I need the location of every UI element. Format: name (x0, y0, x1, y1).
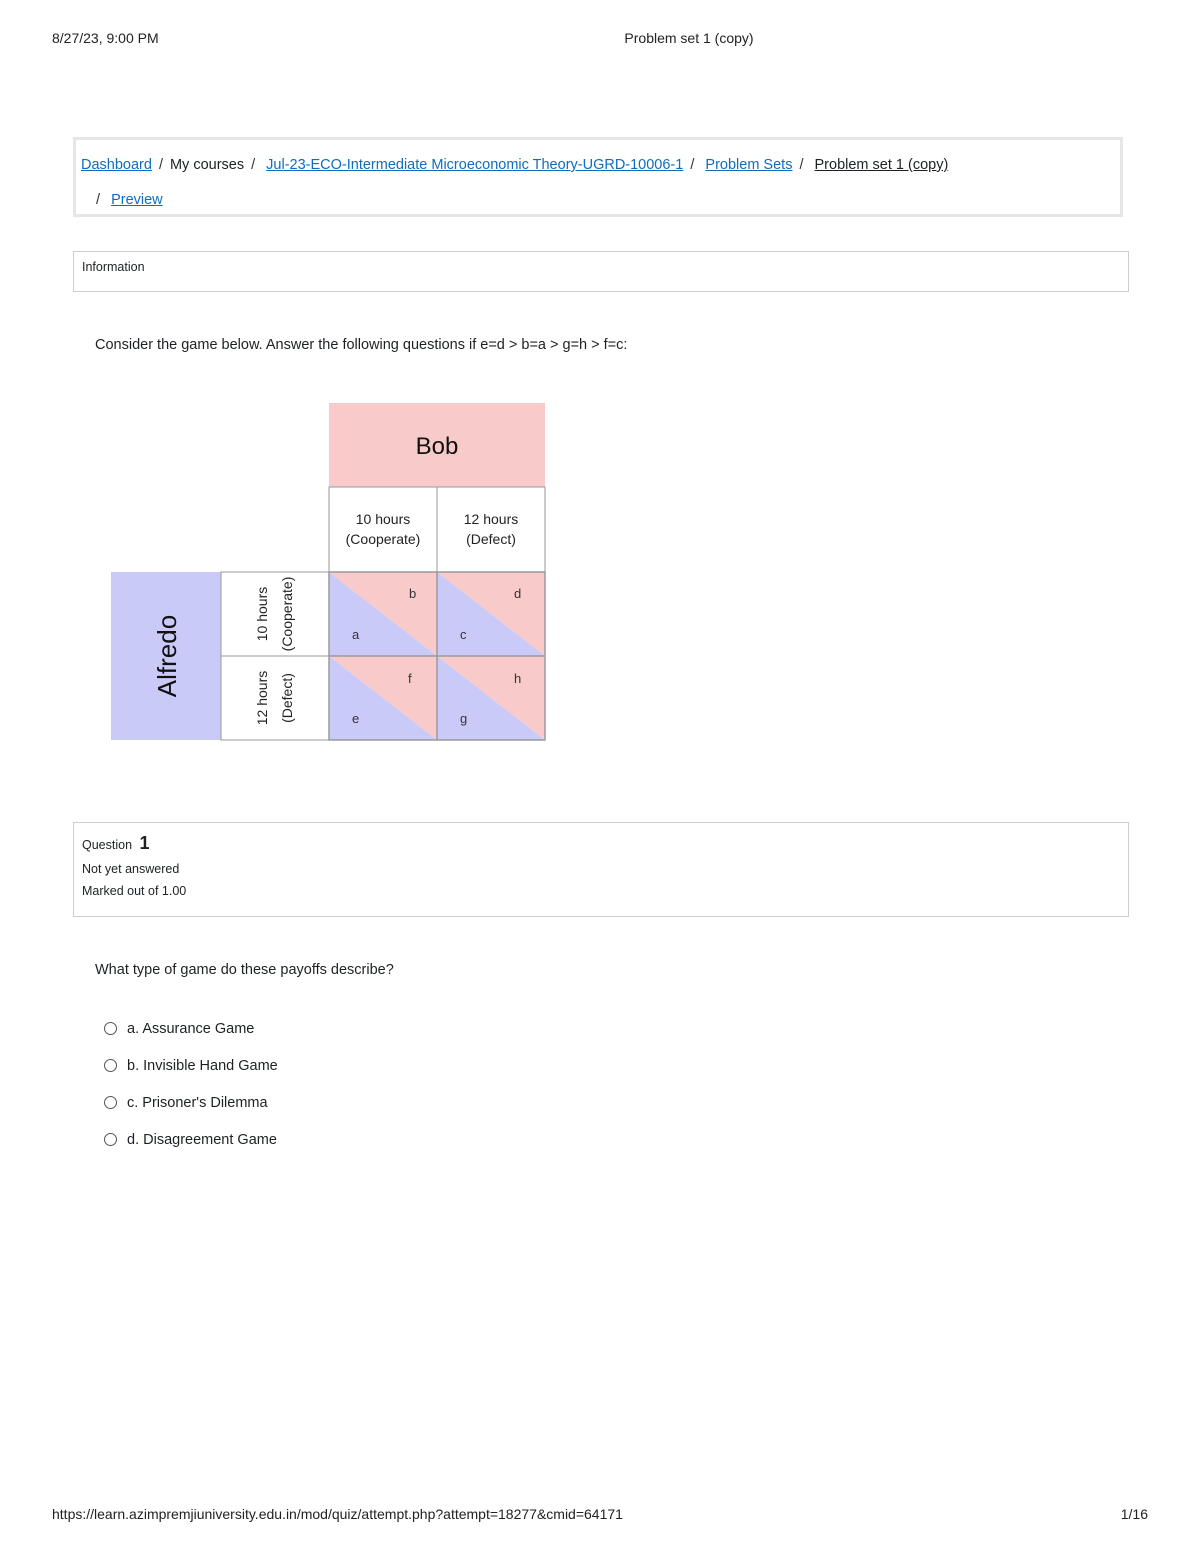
row-strategy-1-line2: (Cooperate) (279, 576, 295, 652)
option-a-label: a. Assurance Game (127, 1020, 255, 1037)
breadcrumb (73, 137, 1123, 217)
option-b[interactable] (104, 1047, 278, 1084)
print-datetime: 8/27/23, 9:00 PM (52, 30, 159, 46)
option-d-label: d. Disagreement Game (127, 1131, 277, 1148)
breadcrumb-my-courses: My courses (169, 157, 245, 173)
breadcrumb-dashboard[interactable]: Dashboard (81, 157, 152, 173)
question-info (73, 822, 1129, 917)
radio-button-c[interactable] (104, 1096, 117, 1109)
breadcrumb-course[interactable]: Jul-23-ECO-Intermediate Microeconomic Theory-UGRD-10006-1 (266, 157, 684, 173)
question-label: Question (82, 838, 133, 852)
column-strategy-cell-2 (437, 487, 545, 572)
column-player-name: Bob (415, 433, 459, 460)
information-label: Information (82, 260, 145, 274)
radio-button-a[interactable] (104, 1022, 117, 1035)
information-header (73, 251, 1129, 292)
question-status: Not yet answered (82, 862, 180, 876)
information-text: Consider the game below. Answer the following questions if e=d > b=a > g=h > f=c: (95, 337, 628, 353)
column-strategy-1-line1: 10 hours (355, 511, 411, 527)
payoff-c: c (460, 627, 467, 642)
breadcrumb-separator: / (251, 157, 256, 173)
breadcrumb-separator: / (799, 157, 804, 173)
breadcrumb-problem-set-1[interactable]: Problem set 1 (copy) (814, 157, 949, 173)
column-strategy-2-line1: 12 hours (463, 511, 519, 527)
print-title: Problem set 1 (copy) (624, 30, 754, 46)
column-strategy-cell-1 (329, 487, 437, 572)
print-page-number: 1/16 (1120, 1506, 1148, 1522)
answer-options (104, 1010, 278, 1158)
option-c-label: c. Prisoner's Dilemma (127, 1094, 268, 1111)
option-b-label: b. Invisible Hand Game (127, 1057, 278, 1074)
radio-button-b[interactable] (104, 1059, 117, 1072)
row-strategy-2-line2: (Defect) (279, 673, 295, 723)
radio-button-d[interactable] (104, 1133, 117, 1146)
option-c[interactable] (104, 1084, 278, 1121)
game-matrix (100, 395, 560, 750)
payoff-b: b (409, 586, 417, 601)
row-player-name: Alfredo (152, 614, 182, 698)
payoff-f: f (408, 671, 412, 686)
row-strategy-cell-2 (221, 656, 329, 740)
breadcrumb-separator: / (158, 157, 163, 173)
option-a[interactable] (104, 1010, 278, 1047)
breadcrumb-separator: / (690, 157, 695, 173)
question-number: 1 (139, 833, 150, 853)
question-text: What type of game do these payoffs describe? (95, 962, 394, 978)
column-strategy-1-line2: (Cooperate) (345, 531, 421, 547)
option-d[interactable] (104, 1121, 278, 1158)
payoff-d: d (514, 586, 522, 601)
payoff-g: g (460, 711, 468, 726)
row-strategy-2-line1: 12 hours (254, 670, 270, 726)
breadcrumb-separator: / (96, 192, 101, 208)
payoff-a: a (352, 627, 360, 642)
question-marks: Marked out of 1.00 (82, 884, 187, 898)
breadcrumb-preview[interactable]: Preview (111, 192, 163, 208)
breadcrumb-problem-sets[interactable]: Problem Sets (705, 157, 793, 173)
print-url: https://learn.azimpremjiuniversity.edu.in/mod/quiz/attempt.php?attempt=18277&cmid=64171 (52, 1506, 623, 1522)
payoff-e: e (352, 711, 360, 726)
row-strategy-1-line1: 10 hours (254, 586, 270, 642)
column-strategy-2-line2: (Defect) (466, 531, 516, 547)
row-strategy-cell-1 (221, 572, 329, 656)
payoff-h: h (514, 671, 522, 686)
